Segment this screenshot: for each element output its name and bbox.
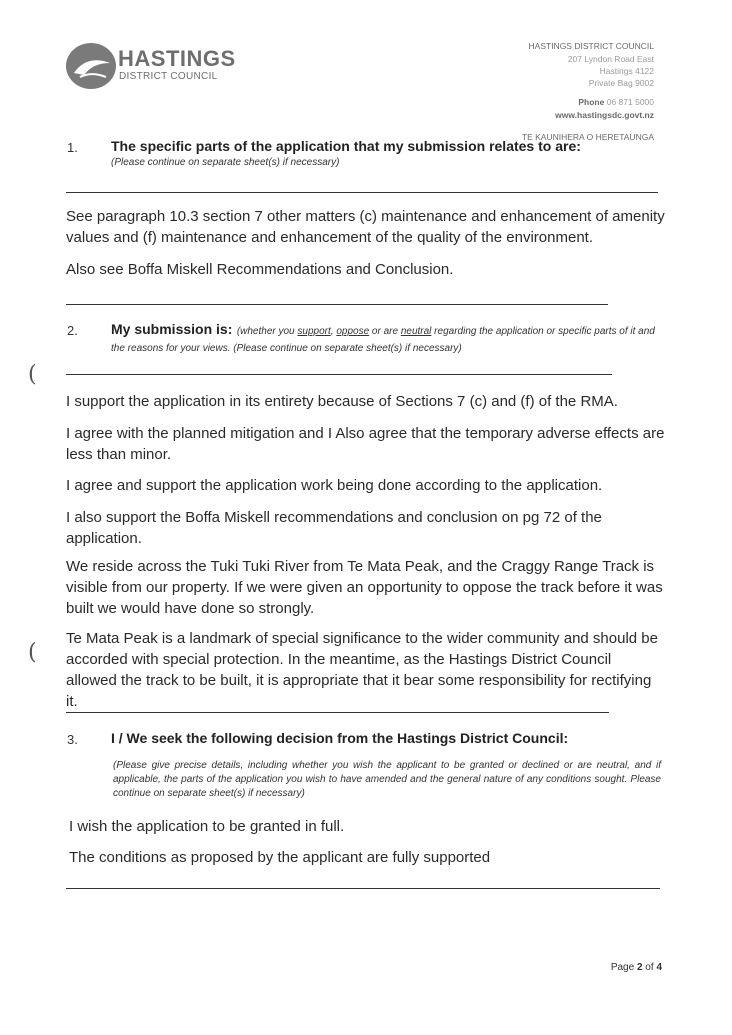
- section-2-note: (whether you support, oppose or are neutral regarding the application or specific parts of it and the reasons for your views. (Please continue on separate sheet(s) if necessary): [111, 326, 655, 354]
- section-2-paragraph: I agree with the planned mitigation and I Also agree that the temporary adverse effects are less than minor.: [66, 425, 665, 463]
- section-2-paragraph: I also support the Boffa Miskell recommendations and conclusion on pg 72 of the application.: [66, 509, 602, 547]
- section-1-note: (Please continue on separate sheet(s) if necessary): [111, 157, 340, 168]
- section-2-paragraph: Te Mata Peak is a landmark of special significance to the wider community and should be accorded with special protection. In the meantime, as the Hastings District Council allowed the track to be built, it is appropriate that it bear some responsibility for rectifying it.: [66, 630, 658, 710]
- margin-parenthesis: (: [28, 362, 37, 387]
- section-1-paragraph-2: Also see Boffa Miskell Recommendations and Conclusion.: [66, 261, 454, 278]
- council-name: HASTINGS DISTRICT COUNCIL: [528, 41, 654, 51]
- maori-name: TE KAUNIHERA O HERETAUNGA: [521, 132, 654, 142]
- section-2-number: 2.: [67, 323, 78, 338]
- section-3-title: I / We seek the following decision from the Hastings District Council:: [111, 730, 569, 746]
- section-2-heading: [111, 321, 667, 356]
- address-line-2: Hastings 4122: [599, 66, 654, 76]
- phone-label: Phone: [578, 97, 605, 107]
- section-2-paragraph: We reside across the Tuki Tuki River from Te Mata Peak, and the Craggy Range Track is visible from our property. If we were given an opportunity to oppose the track before it was built we would have done so strongly.: [66, 558, 663, 617]
- phone-line: [578, 96, 654, 108]
- address-line-3: Private Bag 9002: [588, 78, 654, 88]
- section-3-number: 3.: [67, 732, 78, 747]
- divider: [66, 374, 612, 375]
- phone-number: 06 871 5000: [606, 97, 654, 107]
- divider: [66, 192, 658, 193]
- section-3-paragraph-2: The conditions as proposed by the applicant are fully supported: [69, 849, 491, 866]
- section-2-paragraph: I support the application in its entirety because of Sections 7 (c) and (f) of the RMA.: [66, 393, 618, 410]
- logo-subtitle: DISTRICT COUNCIL: [119, 71, 218, 82]
- logo-wordmark: HASTINGS: [118, 46, 236, 71]
- section-3-note: (Please give precise details, including whether you wish the applicant to be granted or declined or are neutral, and if applicable, the parts of the application you wish to have amended and the general nature of any conditions sought. Please continue on separate sheet(s) if necessary): [113, 760, 661, 799]
- section-1-title: The specific parts of the application that my submission relates to are:: [111, 138, 581, 154]
- section-2-title: My submission is:: [111, 321, 233, 337]
- page-number: Page 2 of 4: [610, 962, 662, 973]
- council-logo-emblem: [66, 43, 116, 89]
- section-3-paragraph-1: I wish the application to be granted in full.: [69, 818, 345, 835]
- divider: [66, 304, 608, 305]
- website: www.hastingsdc.govt.nz: [555, 110, 654, 120]
- divider: [66, 888, 660, 889]
- address-line-1: 207 Lyndon Road East: [567, 54, 654, 64]
- section-1-paragraph-1: See paragraph 10.3 section 7 other matters (c) maintenance and enhancement of amenity values and (f) maintenance and enhancement of the quality of the environment.: [66, 208, 665, 246]
- margin-parenthesis: (: [28, 640, 37, 665]
- section-2-paragraph: I agree and support the application work being done according to the application.: [66, 477, 603, 494]
- bird-emblem-icon: [66, 43, 116, 89]
- section-1-number: 1.: [67, 140, 78, 155]
- divider: [66, 712, 609, 713]
